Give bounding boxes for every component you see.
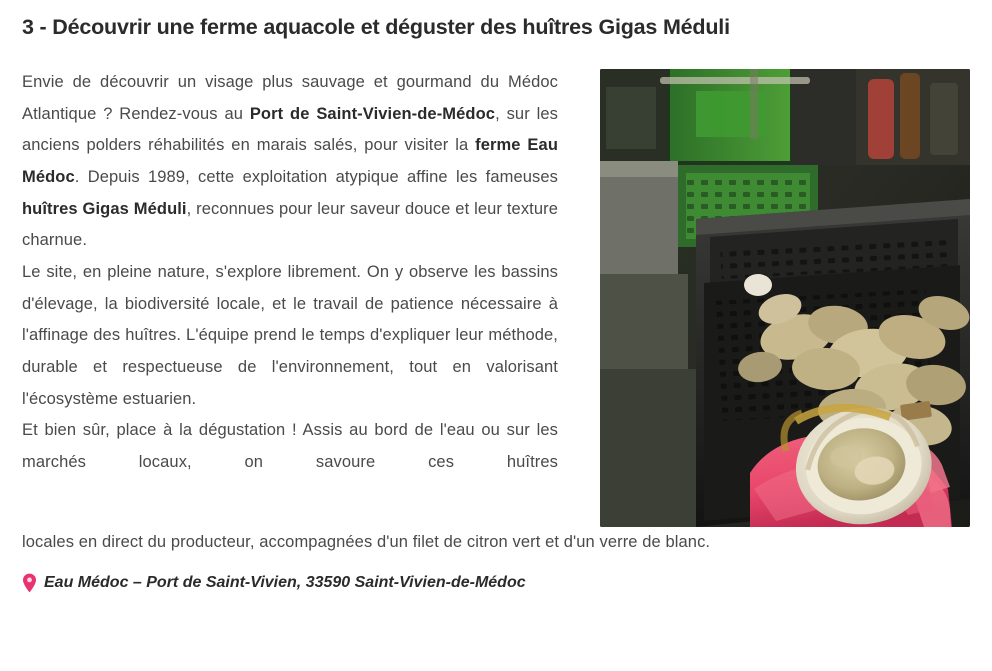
text-run-bold: huîtres Gigas Méduli — [22, 199, 187, 218]
text-run: Envie de découvrir un visage plus sauvage et gourmand du Médoc Atlantique ? Rendez-vous au — [22, 72, 558, 123]
text-column — [22, 67, 558, 510]
location-pin-icon — [22, 573, 37, 593]
text-run: Et bien sûr, place à la dégustation ! Assis au bord de l'eau ou sur les marchés locaux, on savoure ces huîtres — [22, 421, 558, 471]
paragraph-2 — [22, 257, 558, 415]
paragraph-1 — [22, 67, 558, 257]
text-run-bold: ferme Eau Médoc — [22, 136, 558, 186]
oyster-photo — [600, 69, 970, 527]
text-run: , reconnues pour leur saveur douce et leur texture charnue. — [22, 199, 559, 250]
text-run: . Depuis 1989, cette exploitation atypique affine les fameuses — [74, 167, 558, 186]
figure — [600, 69, 970, 527]
paragraph-3 — [22, 415, 558, 510]
article-content — [22, 67, 970, 593]
venue-address-text: Eau Médoc – Port de Saint-Vivien, 33590 Saint-Vivien-de-Médoc — [44, 573, 526, 591]
page-title: 3 - Découvrir une ferme aquacole et déguster des huîtres Gigas Méduli — [22, 15, 730, 39]
venue-address — [22, 573, 970, 593]
text-run-bold: Port de Saint-Vivien-de-Médoc — [249, 104, 496, 123]
text-run: Le site, en pleine nature, s'explore librement. On y observe les bassins d'élevage, la biodiversité locale, et le travail de patience nécessaire à l'affinage des huîtres. L'équipe prend le temps d'expliquer leur méthode, durable et respectueuse de l'environnement, tout en valorisant l'écosystème estuarien. — [22, 262, 558, 408]
text-run: , sur les anciens polders réhabilités en marais salés, pour visiter la — [22, 104, 559, 155]
paragraph-3-tail: locales en direct du producteur, accompagnées d'un filet de citron vert et d'un verre de blanc. — [22, 532, 711, 551]
